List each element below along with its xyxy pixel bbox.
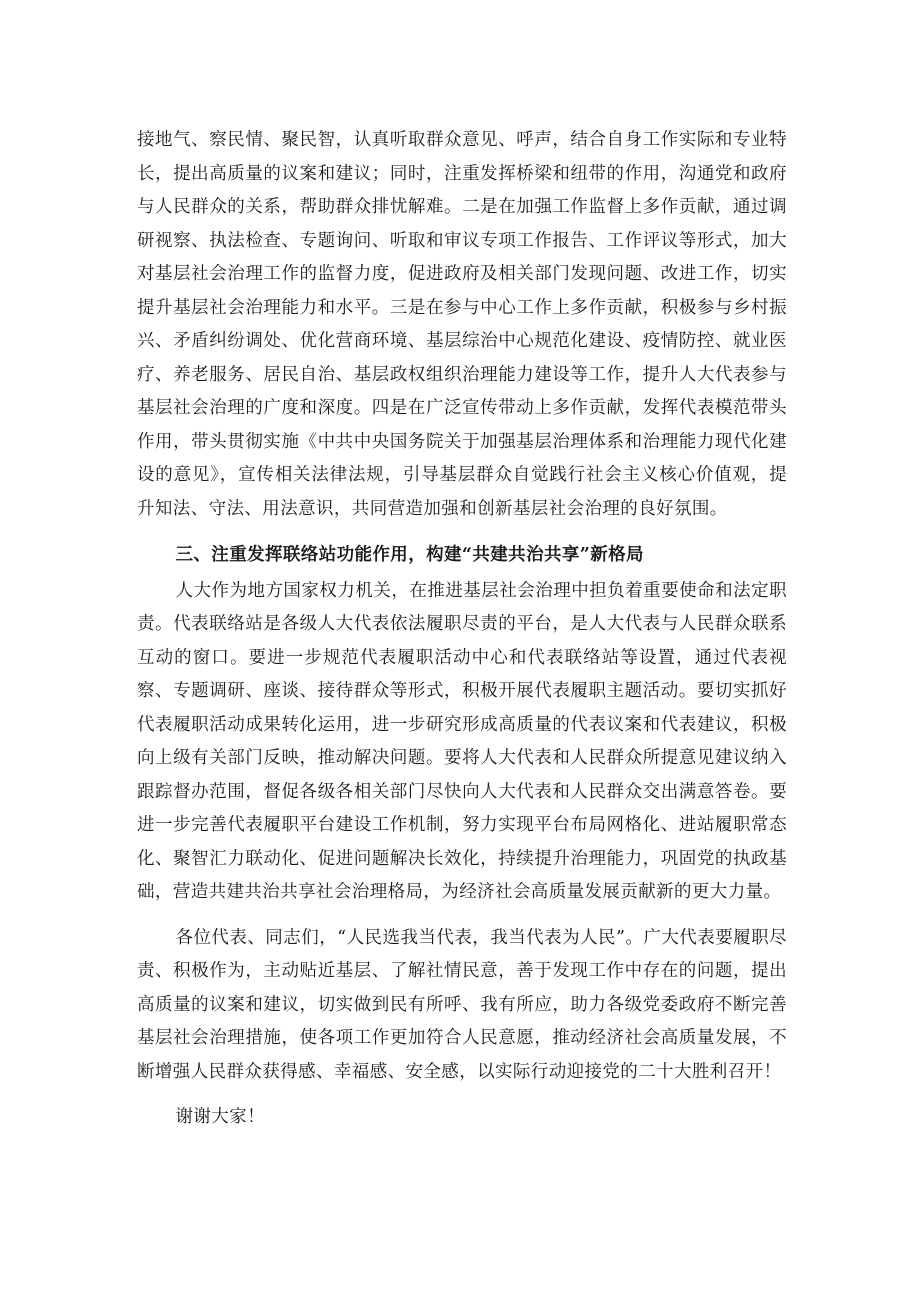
section-heading-3: 三、注重发挥联络站功能作用，构建“共建共治共享”新格局 — [175, 545, 644, 565]
paragraph-continued: 接地气、察民情、聚民智，认真听取群众意见、呼声，结合自身工作实际和专业特长，提出高质量的议案和建议；同时，注重发挥桥梁和纽带的作用，沟通党和政府与人民群众的关系，帮助群众排忧解难。二是在加强工作监督上多作贡献，通过调研视察、执法检查、专题询问、听取和审议专项工作报告、工作评议等形式，加大对基层社会治理工作的监督力度，促进政府及相关部门发现问题、改进工作，切实提升基层社会治理能力和水平。三是在参与中心工作上多作贡献，积极参与乡村振兴、矛盾纠纷调处、优化营商环境、基层综治中心规范化建设、疫情防控、就业医疗、养老服务、居民自治、基层政权组织治理能力建设等工作，提升人大代表参与基层社会治理的广度和深度。四是在广泛宣传带动上多作贡献，发挥代表模范带头作用，带头贯彻实施《中共中央国务院关于加强基层治理体系和治理能力现代化建设的意见》，宣传相关法律法规，引导基层群众自觉践行社会主义核心价值观，提升知法、守法、用法意识，共同营造加强和创新基层社会治理的良好氛围。 — [137, 130, 787, 519]
closing-remark: 谢谢大家！ — [175, 1107, 265, 1127]
paragraph-section-3: 人大作为地方国家权力机关，在推进基层社会治理中担负着重要使命和法定职责。代表联络站是各级人大代表依法履职尽责的平台，是人大代表与人民群众联系互动的窗口。要进一步规范代表履职活动中心和代表联络站等设置，通过代表视察、专题调研、座谈、接待群众等形式，积极开展代表履职主题活动。要切实抓好代表履职活动成果转化运用，进一步研究形成高质量的代表议案和代表建议，积极向上级有关部门反映，推动解决问题。要将人大代表和人民群众所提意见建议纳入跟踪督办范围，督促各级各相关部门尽快向人大代表和人民群众交出满意答卷。要进一步完善代表履职平台建设工作机制，努力实现平台布局网格化、进站履职常态化、聚智汇力联动化、促进问题解决长效化，持续提升治理能力，巩固党的执政基础，营造共建共治共享社会治理格局，为经济社会高质量发展贡献新的更大力量。 — [137, 580, 787, 902]
paragraph-conclusion: 各位代表、同志们，“人民选我当代表，我当代表为人民”。广大代表要履职尽责、积极作为，主动贴近基层、了解社情民意，善于发现工作中存在的问题，提出高质量的议案和建议，切实做到民有所呼、我有所应，助力各级党委政府不断完善基层社会治理措施，使各项工作更加符合人民意愿，推动经济社会高质量发展，不断增强人民群众获得感、幸福感、安全感，以实际行动迎接党的二十大胜利召开！ — [137, 927, 787, 1082]
document-body — [137, 124, 787, 1135]
